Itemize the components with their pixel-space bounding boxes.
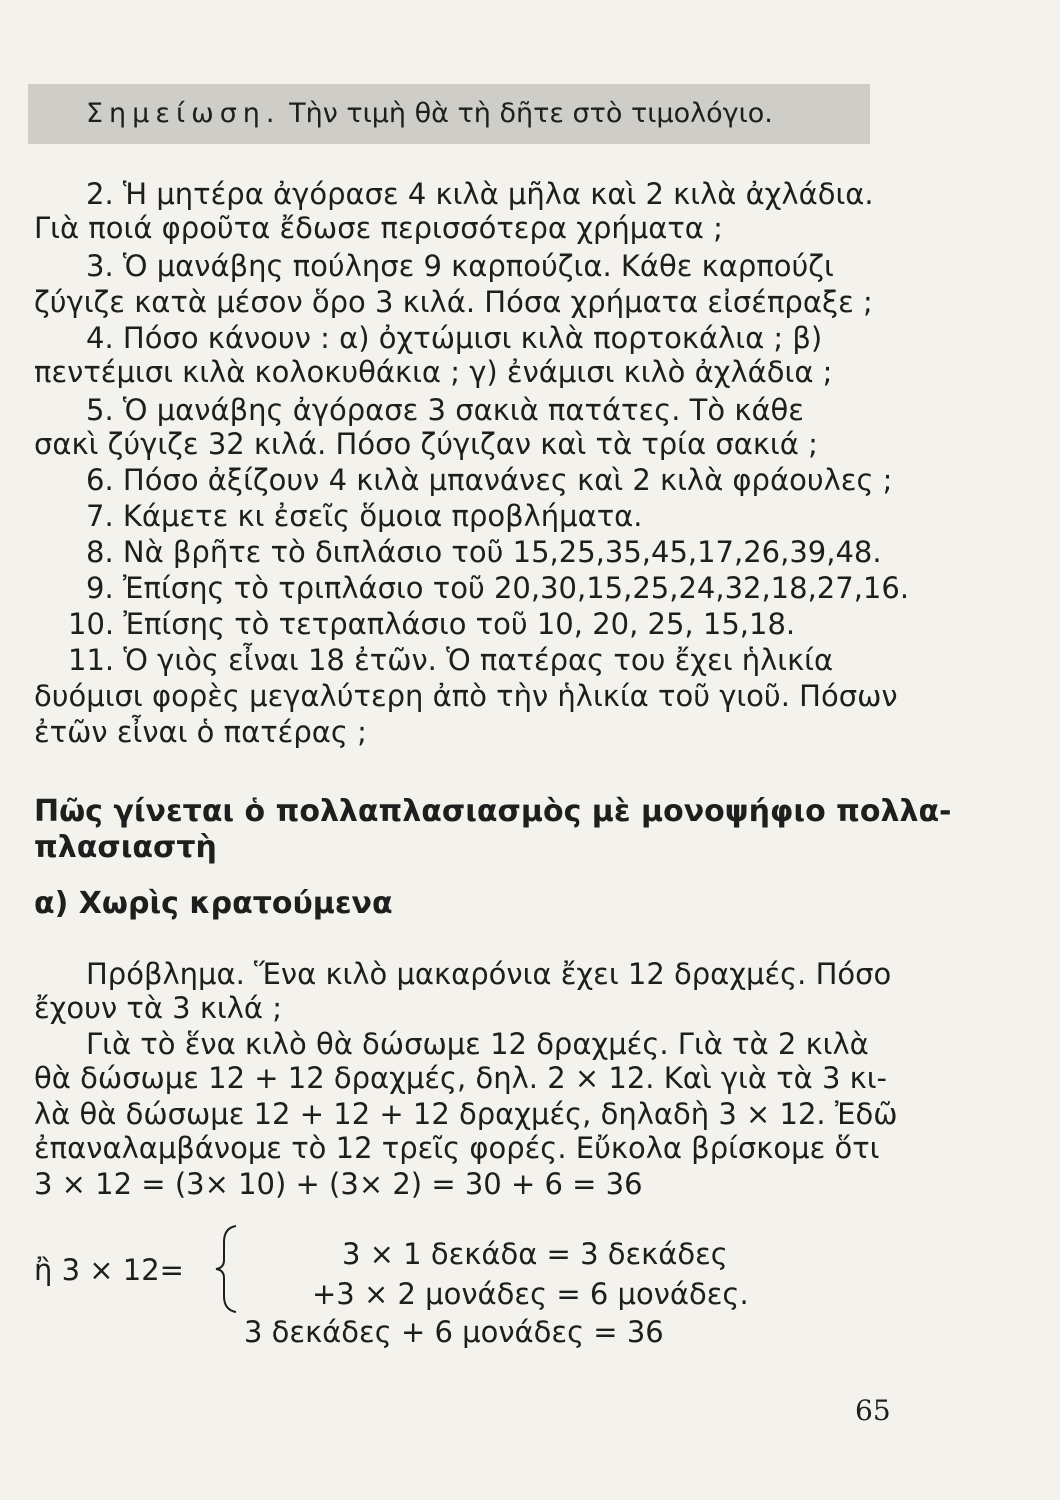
exercise-line: ζύγιζε κατὰ μέσον ὅρο 3 κιλά. Πόσα χρήματα εἰσέπραξε ; bbox=[34, 285, 873, 319]
problem-line: ἔχουν τὰ 3 κιλά ; bbox=[34, 991, 283, 1025]
exercise-line: 10. Ἐπίσης τὸ τετραπλάσιο τοῦ 10, 20, 25, 15,18. bbox=[68, 607, 796, 641]
section-heading: Πῶς γίνεται ὁ πολλαπλασιασμὸς μὲ μονοψήφιο πολλα- bbox=[34, 794, 952, 829]
exercise-line: 8. Νὰ βρῆτε τὸ διπλάσιο τοῦ 15,25,35,45,17,26,39,48. bbox=[86, 535, 882, 569]
left-brace bbox=[212, 1224, 240, 1314]
problem-line: ἐπαναλαμβάνομε τὸ 12 τρεῖς φορές. Εὔκολα βρίσκομε ὅτι bbox=[34, 1131, 880, 1165]
exercise-line: 7. Κάμετε κι ἐσεῖς ὅμοια προβλήματα. bbox=[86, 499, 643, 533]
exercise-line: σακὶ ζύγιζε 32 κιλά. Πόσο ζύγιζαν καὶ τὰ τρία σακιά ; bbox=[34, 427, 818, 461]
exercise-line: 9. Ἐπίσης τὸ τριπλάσιο τοῦ 20,30,15,25,24,32,18,27,16. bbox=[86, 571, 910, 605]
exercise-line: δυόμισι φορὲς μεγαλύτερη ἀπὸ τὴν ἡλικία τοῦ γιοῦ. Πόσων bbox=[34, 679, 898, 713]
subheading: α) Χωρὶς κρατούμενα bbox=[34, 886, 393, 921]
equation-line: 3 × 12 = (3× 10) + (3× 2) = 30 + 6 = 36 bbox=[34, 1167, 643, 1201]
breakdown-total: 3 δεκάδες + 6 μονάδες = 36 bbox=[244, 1315, 664, 1349]
page-number: 65 bbox=[855, 1394, 891, 1427]
exercise-line: 6. Πόσο ἀξίζουν 4 κιλὰ μπανάνες καὶ 2 κιλὰ φράουλες ; bbox=[86, 463, 893, 497]
exercise-line: 2. Ἡ μητέρα ἀγόρασε 4 κιλὰ μῆλα καὶ 2 κιλὰ ἀχλάδια. bbox=[86, 177, 874, 211]
note-label: Σημείωση. bbox=[86, 98, 281, 129]
exercise-line: ἐτῶν εἶναι ὁ πατέρας ; bbox=[34, 715, 367, 749]
exercise-line: 4. Πόσο κάνουν : α) ὀχτώμισι κιλὰ πορτοκάλια ; β) bbox=[86, 321, 823, 355]
breakdown-row-tens: 3 × 1 δεκάδα = 3 δεκάδες bbox=[342, 1237, 728, 1271]
problem-line: Πρόβλημα. Ἕνα κιλὸ μακαρόνια ἔχει 12 δραχμές. Πόσο bbox=[86, 957, 892, 991]
section-heading-continued: πλασιαστὴ bbox=[34, 830, 217, 865]
problem-line: λὰ θὰ δώσωμε 12 + 12 + 12 δραχμές, δηλαδὴ 3 × 12. Ἐδῶ bbox=[34, 1097, 898, 1131]
breakdown-row-units: +3 × 2 μονάδες = 6 μονάδες. bbox=[312, 1277, 749, 1311]
note bbox=[86, 98, 773, 129]
exercise-line: 3. Ὁ μανάβης πούλησε 9 καρπούζια. Κάθε καρπούζι bbox=[86, 249, 834, 283]
exercise-line: 11. Ὁ γιὸς εἶναι 18 ἐτῶν. Ὁ πατέρας του ἔχει ἡλικία bbox=[68, 643, 834, 677]
exercise-line: πεντέμισι κιλὰ κολοκυθάκια ; γ) ἐνάμισι κιλὸ ἀχλάδια ; bbox=[34, 355, 833, 389]
breakdown-prefix: ἢ 3 × 12= bbox=[34, 1253, 184, 1287]
note-text: Τὴν τιμὴ θὰ τὴ δῆτε στὸ τιμολόγιο. bbox=[289, 98, 773, 129]
problem-line: θὰ δώσωμε 12 + 12 δραχμές, δηλ. 2 × 12. Καὶ γιὰ τὰ 3 κι- bbox=[34, 1061, 888, 1095]
problem-line: Γιὰ τὸ ἕνα κιλὸ θὰ δώσωμε 12 δραχμές. Γιὰ τὰ 2 κιλὰ bbox=[86, 1027, 869, 1061]
exercise-line: Γιὰ ποιά φροῦτα ἔδωσε περισσότερα χρήματα ; bbox=[34, 211, 723, 245]
exercise-line: 5. Ὁ μανάβης ἀγόρασε 3 σακιὰ πατάτες. Τὸ κάθε bbox=[86, 393, 804, 427]
